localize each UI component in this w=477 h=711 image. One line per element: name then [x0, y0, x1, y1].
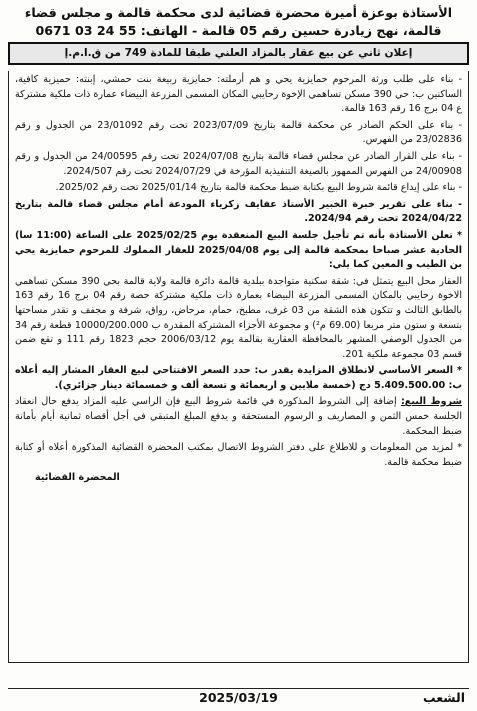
notice-body — [8, 71, 469, 663]
paragraph-decision: - بناء على القرار الصادر عن مجلس قضاء قالمة بتاريخ 2024/07/08 تحت رقم 24/00595 من الجدول و رقم 24/00908 من الفهرس الممهور بالصيغة التنفيذية المؤرخة في 2024/07/29 تحت رقم 2024/507. — [15, 150, 462, 177]
notice-title: إعلان ثاني عن بيع عقار بالمزاد العلني طبقا للمادة 749 من ق.ا.م.إ — [8, 42, 469, 65]
paragraph-property: العقار محل البيع يتمثل في: شقة سكنية متواجدة ببلدية قالمة دائرة قالمة ولاية قالمة بحي 390 مسكن تساهمي الاخوة رحايبي بالمكان المسمى المزرعة البيضاء بعمارة ذات ملكية مشتركة حصة رقم 04 برج 16 رقم 163 بالطابق الثالث و تتكون هذه الشقة من 03 غرف، مطبخ، حمام، مرحاض، رواق، شرفة و مجفف و تقدر مساحتها بتسعة و ستون متر مربعا (69.00 م²) و مجموعة الأجزاء المشتركة المقدرة ب 10000/200.000 قطعة رقم 34 من الجدول الوصفي المشهر بالمحافظة العقارية بقالمة يوم 2006/03/12 حجم 1823 رقم 111 و تقع ضمن قسم 03 مجموعة ملكية 201. — [15, 275, 463, 360]
paragraph-expertise: - بناء على تقرير خبرة الخبير الأستاذ عفايف زكرياء المودعة أمام مجلس قضاء قالمة بتاريخ 2024/04/22 تحت رقم 2024/94. — [15, 198, 462, 225]
paragraph-request: - بناء على طلب ورثة المرحوم حمايزية يحي و هم أرملته: حمايزية ربيعة بنت حمشي، إبنته: حميزية كافية، الساكنين ب: حي 390 مسكن تساهمي الإخوة رحايبي المكان المسمى المزرعة البيضاء عمارة ذات ملكية مشتركة ع 04 برج 16 رقم 163 قالمة. — [15, 74, 462, 115]
publication-date: 2025/03/19 — [199, 690, 278, 705]
signature: المحضرة القضائية — [35, 472, 120, 484]
paragraph-info: * لمزيد من المعلومات و للاطلاع على دفتر الشروط الاتصال بمكتب المحضرة القضائية المذكورة أعلاه أو كتابة ضبط محكمة قالمة. — [15, 442, 462, 468]
paragraph-deposit: - بناء على إيداع قائمة شروط البيع بكتابة ضبط محكمة قالمة بتاريخ 2025/01/14 تحت رقم 2025/02. — [55, 182, 462, 194]
conditions-label: شروط البيع: — [400, 396, 462, 408]
footer — [8, 688, 469, 707]
conditions-text: إضافة إلى الشروط المذكورة في قائمة شروط البيع فإن الراسي عليه المزاد يدفع حال انعقاد الجلسة خمس الثمن و المصاريف و الرسوم المستحقة و يدفع المبلغ المتبقي في أجل أقصاه ثمانية أيام بأمانة ضبط المحكمة. — [15, 396, 462, 437]
header-line-2: قالمة، نهج زيادرة حسين رقم 05 قالمة - الهاتف: 55 24 03 0671 — [35, 23, 442, 38]
paragraph-announcement: * تعلن الأستاذة بأنه تم تأجيل جلسة البيع المنعقدة يوم 2025/02/25 على الساعة (11:00 سا) الحادية عشر صباحا بمحكمة قالمة إلى يوم 2025/04/08 للعقار المملوك للمرحوم حمايزية يحي بن الطيب و المعين كما يلي: — [15, 229, 463, 271]
paragraph-price: * السعر الأساسي لانطلاق المزايدة يقدر ب: حدد السعر الافتتاحي لبيع العقار المشار إليه أعلاه ب: 5.409.500.00 دج (خمسة ملايين و اربعمائة و تسعة ألف و خمسمائة دينار جزائري). — [15, 365, 462, 391]
paragraph-conditions — [15, 395, 462, 439]
header-line-1: الأستاذة بوعزة أميرة محضرة قضائية لدى محكمة قالمة و مجلس قضاء — [24, 5, 453, 20]
paragraph-judgment: - بناء على الحكم الصادر عن محكمة قالمة بتاريخ 2023/07/09 تحت رقم 23/01092 من الجدول و رقم 23/02836 من الفهرس. — [15, 119, 462, 146]
newspaper-name: الشعب — [423, 690, 465, 705]
bailiff-header — [8, 4, 469, 40]
